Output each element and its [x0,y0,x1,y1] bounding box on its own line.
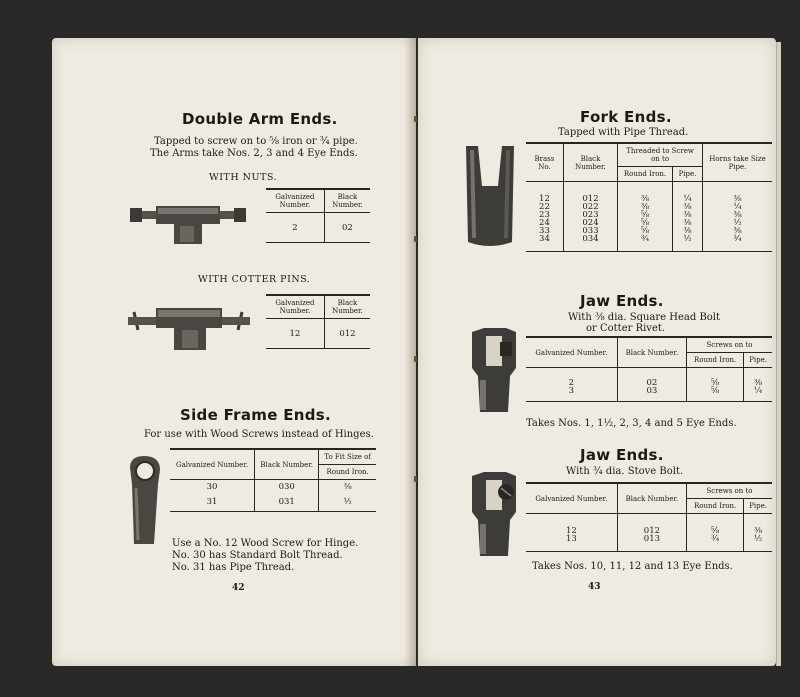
jaw2-round-column [687,514,744,552]
th-pipe: Pipe. [672,167,702,182]
cell: 24 [539,217,550,228]
jaw2-black-column [617,514,686,552]
th-screws-on-to: Screws on to [687,483,772,499]
cell: ¼ [683,193,692,204]
side-frame-galv-30: 30 [170,480,255,494]
th-round-iron: Round Iron. [618,167,673,182]
page-number-right: 43 [588,582,601,592]
page-number-left: 42 [232,583,245,593]
cell: 22 [539,201,550,212]
jaw1-galv-column [526,368,617,402]
side-frame-size-30: ⅜ [319,480,376,494]
with-nuts-table [266,188,370,243]
fork-brass-column [526,182,563,252]
cell: 023 [582,209,599,220]
fork-ends-desc: Tapped with Pipe Thread. [558,127,689,138]
cell: ⅜ [754,377,763,388]
th-black: Black Number. [617,337,686,368]
cell: 3 [568,385,575,396]
jaw1-black-column [617,368,686,402]
cell: ½ [733,217,742,228]
cell: ⅜ [683,201,692,212]
th-galvanized: Galvanized Number. [526,483,617,514]
th-threaded: Threaded to Screw on to [618,143,703,167]
page-stack-edge [776,42,781,666]
binding-stitch [414,116,417,122]
cell: ⅜ [640,201,650,212]
fork-ends-title: Fork Ends. [580,108,672,126]
cell: ⅜ [683,225,692,236]
jaw-ends-2-desc: With ¾ dia. Stove Bolt. [566,466,684,477]
jaw-ends-2-note: Takes Nos. 10, 11, 12 and 13 Eye Ends. [532,561,733,572]
th-black: Black Number. [324,189,370,213]
th-pipe: Pipe. [749,356,768,364]
cell: ⅝ [711,377,720,388]
th-to-fit-size: To Fit Size of [319,449,376,465]
th-galvanized: Galvanized Number. [266,189,324,213]
jaw2-galv-column [526,514,617,552]
cell: ⅜ [754,525,763,536]
double-arm-desc-2: The Arms take Nos. 2, 3 and 4 Eye Ends. [150,148,358,159]
cell: 012 [643,525,661,536]
th-horns: Horns take Size Pipe. [703,143,772,182]
cell: 013 [643,533,661,544]
cell: 12 [565,525,577,536]
binding-stitch [414,356,417,362]
double-arm-desc-1: Tapped to screw on to ⅝ iron or ¾ pipe. [154,136,358,147]
nuts-galvanized-value: 2 [266,213,324,243]
cell: 13 [565,533,577,544]
th-galvanized: Galvanized Number. [170,449,255,480]
nuts-black-value: 02 [324,213,370,243]
cell: ⅜ [683,209,692,220]
right-page [418,38,776,666]
th-pipe: Pipe. [749,502,768,510]
side-frame-table [170,448,376,512]
side-frame-ends-title: Side Frame Ends. [180,406,331,424]
th-black: Black Number. [617,483,686,514]
cell: ⅜ [733,209,742,220]
with-cotter-table [266,294,370,349]
side-frame-desc: For use with Wood Screws instead of Hinges. [144,429,374,440]
cell: ⅜ [640,193,650,204]
jaw2-pipe-column [744,514,772,552]
fork-ends-table [526,142,772,252]
cell: 02 [646,377,658,388]
cell: 03 [646,385,658,396]
side-frame-black-030: 030 [255,480,319,494]
cell: ⅝ [711,525,720,536]
cell: ¼ [754,385,763,396]
cell: 022 [582,201,599,212]
th-black: Black Number. [255,449,319,480]
jaw-ends-title-2: Jaw Ends. [580,446,664,464]
side-frame-end-illustration [124,454,166,548]
jaw-ends-2-table [526,482,772,552]
cell: ⅝ [640,225,650,236]
side-frame-note-2: No. 30 has Standard Bolt Thread. [172,550,343,561]
cell: ½ [683,233,692,244]
cell: ⅜ [733,225,742,236]
th-galvanized: Galvanized Number. [526,337,617,368]
jaw-end-square-bolt-illustration [466,324,522,416]
cell: ⅝ [640,209,650,220]
cell: ½ [754,533,763,544]
cell: ¾ [711,533,720,544]
side-frame-note-1: Use a No. 12 Wood Screw for Hinge. [172,538,359,549]
cell: ⅜ [683,217,692,228]
side-frame-galv-31: 31 [170,494,255,512]
cell: 034 [582,233,599,244]
th-round-iron: Round Iron. [687,499,744,514]
cell: ⅝ [711,385,720,396]
jaw-ends-1-note: Takes Nos. 1, 1½, 2, 3, 4 and 5 Eye Ends. [526,418,737,429]
cell: 12 [539,193,550,204]
jaw-ends-1-desc-2: or Cotter Rivet. [586,323,666,334]
with-nuts-caption: WITH NUTS. [209,172,278,183]
th-brass: Brass No. [526,143,563,182]
cell: ¾ [640,233,650,244]
fork-round-column [618,182,673,252]
side-frame-note-3: No. 31 has Pipe Thread. [172,562,295,573]
th-black: Black Number. [324,295,370,319]
jaw-ends-title-1: Jaw Ends. [580,292,664,310]
cotter-black-value: 012 [324,319,370,349]
left-page [52,38,416,666]
cotter-galvanized-value: 12 [266,319,324,349]
cell: 34 [539,233,550,244]
cell: ⅜ [733,193,742,204]
cell: 024 [582,217,599,228]
th-round-iron: Round Iron. [687,353,744,368]
th-black: Black Number. [563,143,617,182]
cell: 033 [582,225,599,236]
cell: 012 [582,193,599,204]
double-arm-end-with-cotter-pins-illustration [124,300,254,354]
fork-end-illustration [462,142,518,252]
th-screws-on-to: Screws on to [687,337,772,353]
binding-stitch [414,236,417,242]
cell: ¼ [733,201,742,212]
th-galvanized: Galvanized Number. [266,295,324,319]
open-catalog-book [52,38,780,668]
fork-horns-column [703,182,772,252]
fork-pipe-column [672,182,702,252]
cell: 23 [539,209,550,220]
jaw1-round-column [687,368,744,402]
with-cotter-caption: WITH COTTER PINS. [198,274,311,285]
cell: ¾ [733,233,742,244]
jaw-end-stove-bolt-illustration [466,468,522,560]
cell: 2 [568,377,575,388]
jaw1-pipe-column [744,368,772,402]
th-round-iron: Round Iron. [326,468,369,476]
cell: 33 [539,225,550,236]
jaw-ends-1-desc-1: With ⅜ dia. Square Head Bolt [568,312,721,323]
jaw-ends-1-table [526,336,772,402]
side-frame-size-31: ½ [319,494,376,512]
binding-stitch [414,476,417,482]
fork-black-column [563,182,617,252]
cell: ⅝ [640,217,650,228]
double-arm-ends-title: Double Arm Ends. [182,110,338,128]
double-arm-end-with-nuts-illustration [122,196,254,248]
side-frame-black-031: 031 [255,494,319,512]
